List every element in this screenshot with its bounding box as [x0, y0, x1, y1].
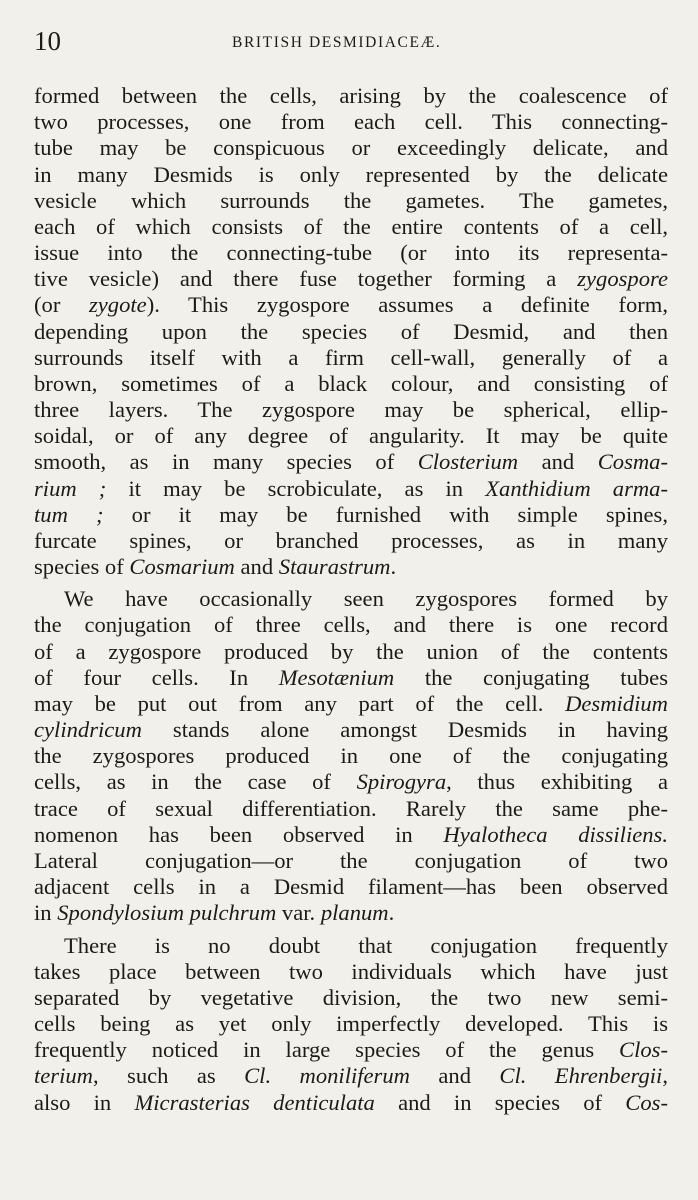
text-line: [34, 502, 668, 528]
text-run: formed between the cells, arising by the coalescence of: [34, 83, 668, 108]
text-line: [34, 959, 668, 985]
text-line: [34, 717, 668, 743]
page-number: 10: [34, 26, 61, 56]
text-run: of a zygospore produced by the union of the contents: [34, 638, 668, 664]
italic-text: Cl. Ehrenbergii: [499, 1063, 663, 1089]
text-run: adjacent cells in a Desmid filament—has been observed: [34, 874, 668, 900]
text-run: and: [234, 554, 279, 580]
text-run: in many Desmids is only represented by the delicate: [34, 161, 668, 187]
text-run: furcate spines, or branched processes, as in many: [34, 527, 668, 553]
italic-text: Micrasterias denticulata: [134, 1089, 375, 1115]
text-run: tive vesicle) and there fuse together forming a: [34, 266, 578, 292]
text-run: species of: [34, 554, 130, 580]
text-line: [34, 743, 668, 769]
text-line: [34, 900, 668, 926]
text-run: , thus exhibiting a: [446, 769, 668, 795]
text-run: cells being as yet only imperfectly developed. This is: [34, 1011, 668, 1037]
text-line: [34, 345, 668, 371]
text-run: frequently noticed in large species of the genus: [34, 1037, 620, 1063]
text-run: tube may be conspicuous or exceedingly delicate, and: [34, 135, 668, 161]
text-run: issue into the connecting-tube (or into its representa-: [34, 240, 668, 266]
text-run: two processes, one from each cell. This connecting-: [34, 109, 668, 135]
italic-text: terium: [34, 1063, 93, 1089]
italic-text: Clos-: [619, 1037, 668, 1063]
text-line: [34, 1011, 668, 1037]
text-line: [34, 691, 668, 717]
running-title: BRITISH DESMIDIACEÆ.: [232, 34, 442, 51]
text-line: [34, 612, 668, 638]
text-line: [34, 319, 668, 345]
text-run: it may be scrobiculate, as in: [106, 475, 486, 501]
text-line: [34, 371, 668, 397]
text-run: There is no doubt that conjugation frequently: [64, 932, 668, 958]
running-head: [34, 26, 686, 56]
text-run: soidal, or of any degree of angularity. It may be quite: [34, 423, 668, 449]
text-run: .: [390, 554, 397, 580]
italic-text: Closterium: [417, 449, 519, 475]
text-line: [34, 769, 668, 795]
text-run: vesicle which surrounds the gametes. The gametes,: [34, 187, 668, 213]
text-line: [34, 1037, 668, 1063]
text-line: [34, 423, 668, 449]
text-line: [34, 109, 668, 135]
text-line: [34, 83, 668, 109]
italic-text: planum: [320, 900, 389, 926]
italic-text: cylindricum: [34, 717, 142, 743]
italic-text: Cosma-: [597, 449, 668, 475]
text-run: three layers. The zygospore may be spherical, ellip-: [34, 397, 668, 423]
text-line: [34, 796, 668, 822]
text-run: the zygospores produced in one of the conjugating: [34, 743, 668, 769]
text-line: [34, 528, 668, 554]
text-run: brown, sometimes of a black colour, and consisting of: [34, 370, 668, 396]
text-line: [34, 586, 668, 612]
text-run: ,: [662, 1063, 668, 1089]
italic-text: Cos-: [625, 1089, 668, 1115]
text-line: [34, 639, 668, 665]
text-run: surrounds itself with a firm cell-wall, generally of a: [34, 344, 668, 370]
text-run: each of which consists of the entire contents of a cell,: [34, 213, 668, 239]
text-run: ). This zygospore assumes a definite form,: [146, 292, 668, 318]
italic-text: Staurastrum: [278, 554, 391, 580]
text-run: .: [388, 900, 395, 926]
text-run: and: [409, 1063, 500, 1089]
text-run: the conjugation of three cells, and there is one record: [34, 612, 668, 638]
text-line: [34, 397, 668, 423]
italic-text: tum ;: [34, 501, 104, 527]
text-run: cells, as in the case of: [34, 769, 357, 795]
italic-text: rium ;: [34, 475, 107, 501]
text-run: separated by vegetative division, the two new semi-: [34, 984, 668, 1010]
text-run: nomenon has been observed in: [34, 821, 444, 847]
text-run: also in: [34, 1089, 135, 1115]
text-run: and: [518, 449, 598, 475]
italic-text: Spondylosium pulchrum: [57, 900, 277, 926]
text-line: [34, 1063, 668, 1089]
text-run: depending upon the species of Desmid, and then: [34, 318, 668, 344]
text-line: [34, 554, 668, 580]
text-line: [34, 188, 668, 214]
text-line: [34, 135, 668, 161]
text-run: trace of sexual differentiation. Rarely the same phe-: [34, 795, 668, 821]
text-line: [34, 933, 668, 959]
text-line: [34, 240, 668, 266]
text-run: of four cells. In: [34, 664, 279, 690]
text-line: [34, 1090, 668, 1116]
italic-text: Xanthidium arma-: [485, 475, 669, 501]
text-line: [34, 874, 668, 900]
text-run: may be put out from any part of the cell.: [34, 690, 566, 716]
italic-text: Cosmarium: [129, 554, 235, 580]
italic-text: Spirogyra: [356, 769, 447, 795]
text-run: (or: [34, 292, 89, 318]
text-line: [34, 985, 668, 1011]
text-line: [34, 848, 668, 874]
text-line: [34, 665, 668, 691]
italic-text: Hyalotheca dissiliens.: [443, 821, 668, 847]
text-run: smooth, as in many species of: [34, 449, 418, 475]
text-line: [34, 822, 668, 848]
italic-text: zygospore: [577, 266, 668, 292]
italic-text: Desmidium: [565, 690, 668, 716]
text-run: stands alone amongst Desmids in having: [141, 717, 668, 743]
italic-text: Cl. moniliferum: [244, 1063, 410, 1089]
text-run: and in species of: [374, 1089, 626, 1115]
text-run: Lateral conjugation—or the conjugation of two: [34, 847, 668, 873]
text-run: the conjugating tubes: [394, 664, 668, 690]
text-run: in: [34, 900, 58, 926]
text-line: [34, 162, 668, 188]
text-line: [34, 449, 668, 475]
text-run: takes place between two individuals which have just: [34, 958, 668, 984]
body-text: [34, 83, 668, 1116]
text-line: [34, 476, 668, 502]
text-run: var.: [276, 900, 321, 926]
text-line: [34, 292, 668, 318]
text-line: [34, 266, 668, 292]
italic-text: Mesotænium: [278, 664, 395, 690]
italic-text: zygote: [88, 292, 147, 318]
text-line: [34, 214, 668, 240]
text-run: We have occasionally seen zygospores formed by: [64, 586, 668, 612]
text-run: , such as: [93, 1063, 245, 1089]
text-run: or it may be furnished with simple spines,: [103, 501, 668, 527]
